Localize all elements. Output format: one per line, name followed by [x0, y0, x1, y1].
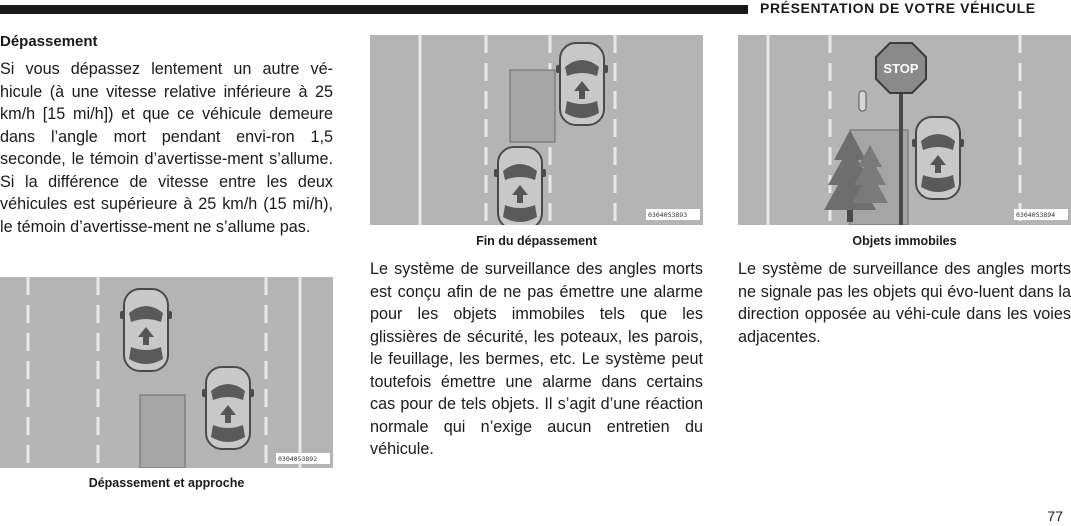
- page-number: 77: [1047, 508, 1063, 524]
- column-middle: [370, 258, 703, 461]
- running-header-title: PRÉSENTATION DE VOTRE VÉHICULE: [760, 0, 1036, 16]
- figure-code: 0304053894: [1016, 211, 1056, 219]
- header-rule: [0, 5, 748, 14]
- column-right: [738, 258, 1071, 348]
- figure-code: 0304053892: [278, 455, 318, 463]
- paragraph-stationary-objects: Le système de surveillance des angles morts est conçu afin de ne pas émettre une alarme pour les objets immobiles tels que les glissières de sécurité, les poteaux, les parois, le feuillage, les bermes, etc. Le système peut toutefois émettre une alarme dans certains cas pour de tels objets. Il s’agit d’une réaction normale qui n’exige aucun entretien du véhicule.: [370, 260, 703, 458]
- figure-caption: Objets immobiles: [852, 234, 957, 248]
- stop-sign-text: STOP: [883, 61, 919, 76]
- section-heading: Dépassement: [0, 33, 98, 50]
- paragraph-opposite-direction: Le système de surveillance des angles morts ne signale pas les objets qui évo-luent dans la direction opposée au véhi-cule dans les voies adjacentes.: [738, 260, 1071, 346]
- figure-caption: Dépassement et approche: [88, 476, 245, 490]
- figure-stationary-objects: [738, 35, 1071, 225]
- figure-stationary-objects-illustration: [738, 35, 1071, 225]
- figure-overtaking-approach-illustration: [0, 277, 333, 468]
- figure-overtaking-approach: [0, 277, 333, 468]
- figure-caption: Fin du dépassement: [476, 234, 597, 248]
- figure-code: 0304053893: [648, 211, 688, 219]
- figure-end-of-overtaking: [370, 35, 703, 225]
- column-left: [0, 33, 333, 238]
- figure-end-of-overtaking-illustration: [370, 35, 703, 225]
- paragraph-overtaking: Si vous dépassez lentement un autre vé-hicule (à une vitesse relative inférieure à 25 km/h [15 mi/h]) et que ce véhicule demeure dans l’angle mort pendant envi-ron 1,5 seconde, le témoin d’avertisse-ment s’allume. Si la différence de vitesse entre les deux véhicules est supérieure à 25 km/h (15 mi/h), le témoin d’avertisse-ment ne s’allume pas.: [0, 60, 333, 236]
